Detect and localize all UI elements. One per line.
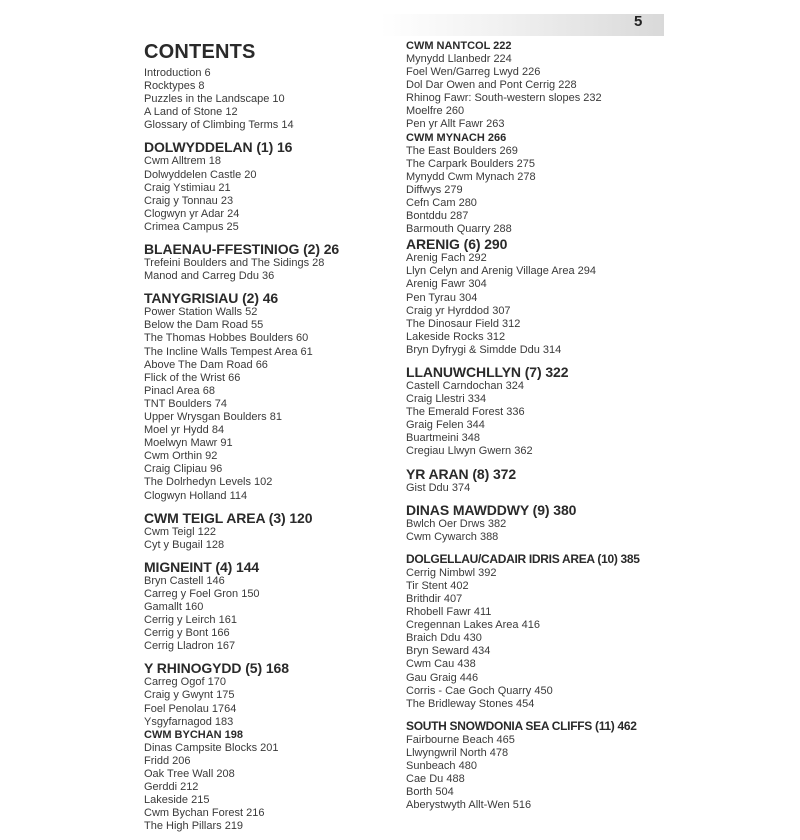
contents-entry: Craig y Tonnau 23 (144, 194, 234, 207)
contents-entry: The High Pillars 219 (144, 820, 244, 833)
contents-entry: Buartmeini 348 (406, 432, 480, 445)
left-column-sections (144, 67, 380, 833)
contents-entry: Cwm Cywarch 388 (406, 530, 499, 543)
contents-entry: Tir Stent 402 (406, 579, 469, 592)
entry-list (406, 518, 686, 544)
contents-entry: Barmouth Quarry 288 (406, 223, 512, 236)
contents-entry: Carreg Ogof 170 (144, 676, 226, 689)
contents-entry: Cerrig Nimbwl 392 (406, 566, 497, 579)
entry-list (406, 53, 686, 132)
contents-entry: Clogwyn Holland 114 (144, 489, 248, 502)
entry-list (144, 742, 380, 834)
section-heading: BLAENAU-FFESTINIOG (2) 26 (144, 241, 340, 258)
contents-entry: Llwyngwril North 478 (406, 746, 509, 759)
contents-section (406, 132, 686, 237)
contents-entry: Bryn Castell 146 (144, 574, 225, 587)
contents-entry: TNT Boulders 74 (144, 397, 227, 410)
contents-section (144, 559, 380, 654)
contents-entry: Castell Carndochan 324 (406, 379, 525, 392)
contents-entry: Fairbourne Beach 465 (406, 733, 515, 746)
contents-entry: Craig Ystimiau 21 (144, 181, 231, 194)
contents-entry: Bontddu 287 (406, 210, 469, 223)
contents-entry: Arenig Fawr 304 (406, 278, 487, 291)
contents-entry: Pinacl Area 68 (144, 384, 215, 397)
contents-entry: Diffwys 279 (406, 183, 463, 196)
contents-entry: Rhobell Fawr 411 (406, 606, 492, 619)
contents-entry: Arenig Fach 292 (406, 252, 487, 265)
contents-entry: Cyt y Bugail 128 (144, 538, 225, 551)
contents-section (144, 67, 380, 132)
contents-entry: Craig yr Hyrddod 307 (406, 304, 511, 317)
contents-section (144, 660, 380, 833)
contents-entry: Cwm Teigl 122 (144, 525, 216, 538)
contents-section (406, 236, 686, 357)
section-heading: MIGNEINT (4) 144 (144, 558, 260, 575)
entry-list (144, 155, 380, 234)
contents-entry: Rocktypes 8 (144, 80, 205, 93)
contents-entry: Moelwyn Mawr 91 (144, 437, 233, 450)
contents-entry: Cwm Cau 438 (406, 658, 476, 671)
entry-list (144, 575, 380, 654)
contents-entry: The Thomas Hobbes Boulders 60 (144, 332, 309, 345)
contents-entry: Lakeside 215 (144, 794, 210, 807)
contents-entry: Bryn Seward 434 (406, 645, 491, 658)
contents-entry: Cerrig y Bont 166 (144, 627, 230, 640)
entry-list (144, 526, 380, 552)
contents-entry: Ysgyfarnagod 183 (144, 715, 234, 728)
contents-title: CONTENTS (144, 41, 256, 63)
contents-entry: Cwm Alltrem 18 (144, 155, 222, 168)
contents-entry: Corris - Cae Goch Quarry 450 (406, 684, 553, 697)
contents-entry: Rhinog Fawr: South-western slopes 232 (406, 92, 602, 105)
section-heading: Y RHINOGYDD (5) 168 (144, 660, 289, 677)
entry-list (144, 306, 380, 502)
contents-entry: Moel yr Hydd 84 (144, 424, 225, 437)
contents-entry: Craig Llestri 334 (406, 393, 487, 406)
entry-list (144, 257, 380, 283)
contents-entry: Gerddi 212 (144, 781, 199, 794)
contents-entry: Bwlch Oer Drws 382 (406, 517, 507, 530)
contents-entry: Trefeini Boulders and The Sidings 28 (144, 257, 325, 270)
contents-entry: Glossary of Climbing Terms 14 (144, 119, 294, 132)
subsection-heading: CWM NANTCOL 222 (406, 40, 512, 52)
contents-entry: Cerrig y Leirch 161 (144, 614, 237, 627)
entry-list (144, 676, 380, 728)
contents-entry: Braich Ddu 430 (406, 632, 482, 645)
section-heading: DOLWYDDELAN (1) 16 (144, 139, 293, 156)
contents-entry: Gamallt 160 (144, 601, 204, 613)
right-column-sections (406, 40, 686, 812)
contents-entry: Craig y Gwynt 175 (144, 689, 235, 702)
contents-entry: Pen Tyrau 304 (406, 291, 478, 304)
contents-entry: Dinas Campsite Blocks 201 (144, 741, 279, 754)
contents-entry: Borth 504 (406, 786, 454, 799)
contents-section (144, 241, 380, 283)
header-bar (380, 14, 664, 36)
contents-entry: Bryn Dyfrygi & Simdde Ddu 314 (406, 343, 562, 356)
section-heading: LLANUWCHLLYN (7) 322 (406, 363, 569, 380)
contents-entry: Cwm Orthin 92 (144, 450, 218, 463)
contents-section (406, 502, 686, 544)
contents-entry: Sunbeach 480 (406, 760, 477, 773)
contents-entry: Llyn Celyn and Arenig Village Area 294 (406, 265, 596, 278)
contents-entry: Crimea Campus 25 (144, 220, 239, 233)
contents-entry: Gist Ddu 374 (406, 481, 471, 494)
contents-entry: The Bridleway Stones 454 (406, 697, 535, 710)
contents-entry: The East Boulders 269 (406, 144, 518, 157)
section-heading: ARENIG (6) 290 (406, 236, 508, 253)
contents-entry: Foel Penolau 1764 (144, 702, 237, 715)
entry-list (144, 67, 380, 132)
contents-right-column (406, 40, 686, 819)
contents-entry: Brithdir 407 (406, 593, 463, 605)
section-heading: DINAS MAWDDWY (9) 380 (406, 501, 577, 518)
entry-list (406, 145, 686, 237)
contents-entry: Craig Clipiau 96 (144, 463, 223, 476)
contents-entry: Oak Tree Wall 208 (144, 767, 235, 780)
contents-left-column (144, 40, 380, 840)
contents-entry: The Carpark Boulders 275 (406, 157, 536, 170)
contents-entry: Lakeside Rocks 312 (406, 330, 506, 343)
contents-entry: Dol Dar Owen and Pont Cerrig 228 (406, 79, 577, 92)
contents-entry: Above The Dam Road 66 (144, 358, 268, 371)
contents-entry: A Land of Stone 12 (144, 106, 238, 119)
entry-list (406, 567, 686, 711)
section-heading: TANYGRISIAU (2) 46 (144, 290, 279, 307)
contents-entry: Graig Felen 344 (406, 419, 485, 432)
subsection-heading: CWM MYNACH 266 (406, 131, 507, 144)
entry-list (406, 734, 686, 813)
subsection-heading: CWM BYCHAN 198 (144, 728, 244, 741)
contents-entry: Clogwyn yr Adar 24 (144, 207, 240, 220)
contents-entry: Gau Graig 446 (406, 671, 479, 684)
contents-section (406, 364, 686, 459)
contents-entry: Carreg y Foel Gron 150 (144, 587, 260, 600)
contents-entry: Dolwyddelen Castle 20 (144, 168, 257, 181)
contents-entry: Foel Wen/Garreg Lwyd 226 (406, 66, 541, 79)
contents-entry: Cefn Cam 280 (406, 196, 477, 209)
contents-section (406, 718, 686, 813)
contents-entry: Fridd 206 (144, 754, 191, 767)
contents-entry: Cerrig Lladron 167 (144, 640, 236, 653)
contents-entry: Manod and Carreg Ddu 36 (144, 270, 275, 283)
contents-entry: Cae Du 488 (406, 773, 465, 786)
entry-list (406, 482, 686, 495)
contents-entry: Flick of the Wrist 66 (144, 371, 241, 384)
section-heading: SOUTH SNOWDONIA SEA CLIFFS (11) 462 (406, 718, 637, 733)
contents-section (144, 510, 380, 552)
section-heading: DOLGELLAU/CADAIR IDRIS AREA (10) 385 (406, 551, 640, 566)
entry-list (406, 252, 686, 357)
section-heading: YR ARAN (8) 372 (406, 465, 517, 482)
contents-entry: Aberystwyth Allt-Wen 516 (406, 799, 532, 812)
contents-entry: Cwm Bychan Forest 216 (144, 807, 265, 820)
contents-section (406, 551, 686, 711)
contents-entry: Mynydd Llanbedr 224 (406, 53, 512, 65)
contents-entry: Pen yr Allt Fawr 263 (406, 118, 505, 131)
contents-section (406, 40, 686, 132)
contents-entry: Introduction 6 (144, 67, 211, 79)
contents-entry: The Dolrhedyn Levels 102 (144, 476, 273, 489)
contents-entry: Moelfre 260 (406, 105, 465, 118)
contents-entry: Puzzles in the Landscape 10 (144, 93, 285, 106)
entry-list (406, 380, 686, 459)
contents-entry: Cregiau Llwyn Gwern 362 (406, 445, 533, 458)
contents-entry: The Emerald Forest 336 (406, 406, 525, 419)
contents-section (144, 139, 380, 234)
section-heading: CWM TEIGL AREA (3) 120 (144, 509, 313, 526)
contents-entry: The Dinosaur Field 312 (406, 317, 521, 330)
contents-entry: Cregennan Lakes Area 416 (406, 619, 540, 632)
page-number: 5 (634, 13, 643, 30)
contents-section (144, 290, 380, 502)
contents-entry: Below the Dam Road 55 (144, 319, 264, 332)
contents-entry: Upper Wrysgan Boulders 81 (144, 410, 282, 423)
contents-entry: Mynydd Cwm Mynach 278 (406, 170, 536, 183)
contents-entry: Power Station Walls 52 (144, 306, 258, 319)
contents-section (406, 466, 686, 495)
contents-entry: The Incline Walls Tempest Area 61 (144, 345, 313, 358)
